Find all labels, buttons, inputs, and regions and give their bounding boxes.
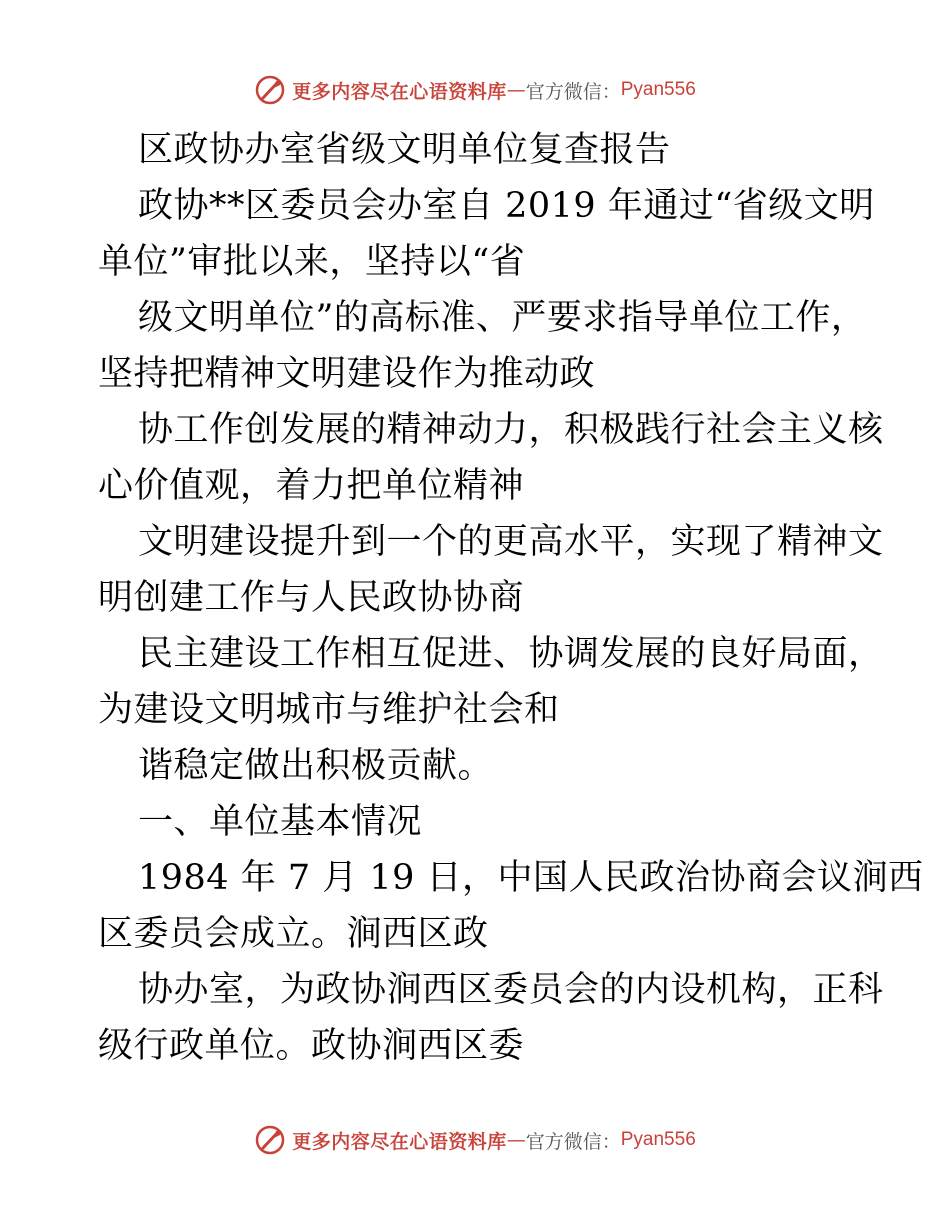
watermark-dash: —: [506, 1129, 526, 1151]
paragraph-line: 区委员会成立。涧西区政: [98, 914, 489, 954]
watermark-wechat-id: Pyan556: [620, 79, 696, 100]
paragraph-line: 明创建工作与人民政协协商: [98, 578, 525, 618]
paragraph-line: 谐稳定做出积极贡献。: [138, 746, 494, 786]
paragraph-line: 心价值观，着力把单位精神: [98, 466, 525, 506]
header-watermark: [0, 70, 950, 110]
watermark-wechat-label: 官方微信：: [525, 1130, 621, 1153]
paragraph-line: 民主建设工作相互促进、协调发展的良好局面，: [138, 634, 884, 674]
watermark-wechat-label: 官方微信：: [525, 80, 621, 103]
paragraph-line: 坚持把精神文明建设作为推动政: [98, 354, 596, 394]
watermark-brand: 更多内容尽在心语资料库: [292, 80, 507, 103]
section-heading: 一、单位基本情况: [138, 802, 423, 842]
paragraph-line: 级行政单位。政协涧西区委: [98, 1026, 525, 1066]
watermark-wechat-id: Pyan556: [620, 1129, 696, 1150]
quill-logo-icon: [254, 74, 286, 106]
paragraph-line: 单位”审批以来，坚持以“省: [98, 242, 526, 282]
watermark-dash: —: [506, 79, 526, 101]
paragraph-line: 文明建设提升到一个的更高水平，实现了精神文: [138, 522, 884, 562]
document-body: [98, 122, 924, 1074]
paragraph-line: 1984 年 7 月 19 日，中国人民政治协商会议涧西: [138, 858, 924, 898]
paragraph-line: 协办室，为政协涧西区委员会的内设机构，正科: [138, 970, 884, 1010]
document-title: 区政协办室省级文明单位复查报告: [138, 130, 671, 170]
footer-watermark: [0, 1120, 950, 1160]
watermark-brand: 更多内容尽在心语资料库: [292, 1130, 507, 1153]
paragraph-line: 为建设文明城市与维护社会和: [98, 690, 560, 730]
quill-logo-icon: [254, 1124, 286, 1156]
paragraph-line: 级文明单位”的高标准、严要求指导单位工作，: [138, 298, 867, 338]
paragraph-line: 政协**区委员会办室自 2019 年通过“省级文明: [138, 186, 875, 226]
paragraph-line: 协工作创发展的精神动力，积极践行社会主义核: [138, 410, 884, 450]
